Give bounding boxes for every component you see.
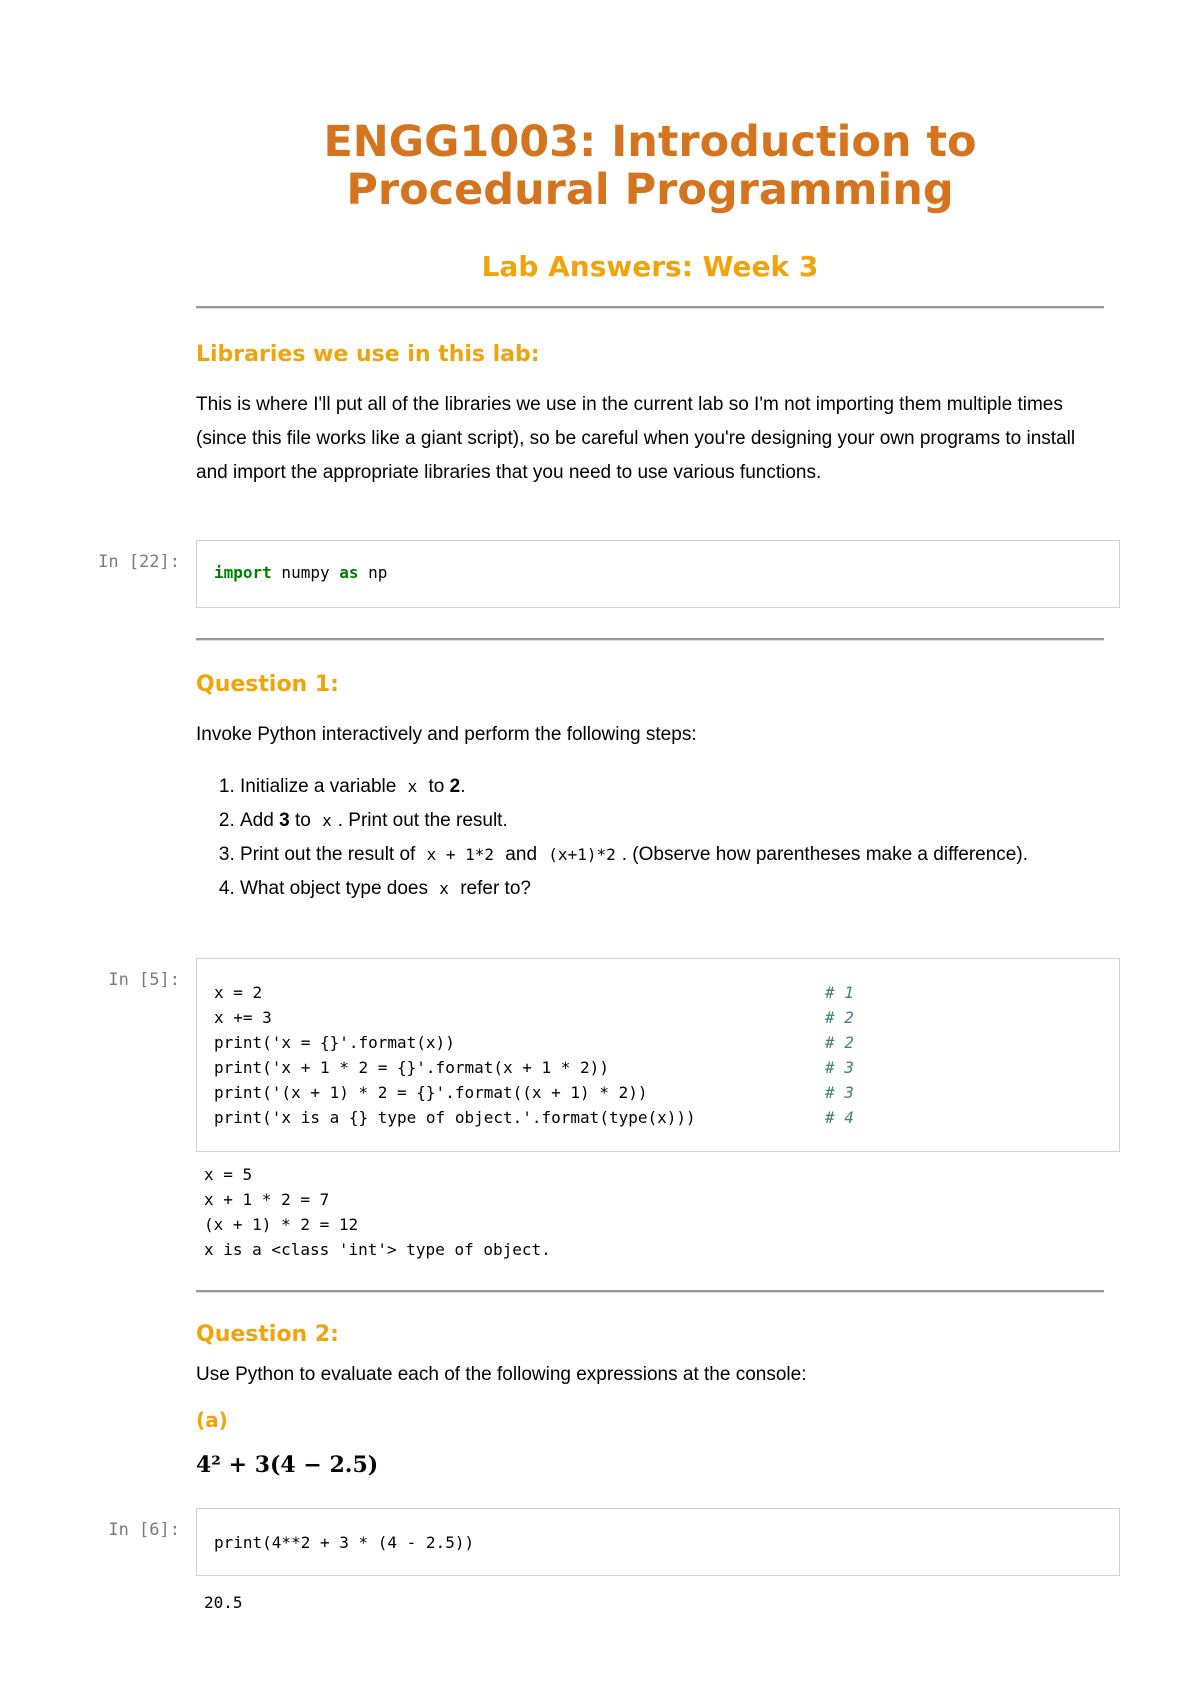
code-comment: # 2 (825, 1033, 854, 1052)
cell-prompt: In [6]: (108, 1520, 180, 1540)
code-comment: # 2 (825, 1008, 854, 1027)
code-comment: # 4 (825, 1108, 854, 1127)
question-1-steps (196, 770, 1120, 906)
page-subtitle: Lab Answers: Week 3 (481, 250, 819, 283)
code-token: numpy (271, 563, 340, 582)
code-line: print('x is a {} type of object.'.format(type(x))) (214, 1108, 696, 1127)
question-2-heading: Question 2: (196, 1322, 339, 1347)
divider (196, 1290, 1104, 1292)
code-token: import (214, 563, 272, 582)
divider (196, 306, 1104, 308)
code-line: print('x = {}'.format(x)) (214, 1033, 455, 1052)
code-line: print('x + 1 * 2 = {}'.format(x + 1 * 2)) (214, 1058, 609, 1077)
code-comment: # 3 (825, 1058, 854, 1077)
code-line: x += 3 (214, 1008, 272, 1027)
list-item: 3. Print out the result of x + 1*2 and (x+1)*2 . (Observe how parentheses make a difference). (240, 838, 1120, 872)
divider (196, 638, 1104, 640)
list-item: 4. What object type does x refer to? (240, 872, 1120, 906)
cell-prompt: In [22]: (98, 552, 180, 572)
code-token: np (358, 563, 388, 582)
libraries-text: This is where I'll put all of the libraries we use in the current lab so I'm not importing them multiple times (since this file works like a giant script), so be careful when you're designing your own programs to install and import the appropriate libraries that you need to use various functions. (196, 394, 1076, 483)
code-comment: # 3 (825, 1083, 854, 1102)
code-token: as (339, 563, 359, 582)
list-item: 1. Initialize a variable x to 2. (240, 770, 1120, 804)
list-item: 2. Add 3 to x . Print out the result. (240, 804, 1120, 838)
output-question-2: 20.5 (204, 1593, 243, 1612)
page-title: ENGG1003: Introduction to Procedural Programming (323, 117, 977, 215)
code-question-2[interactable]: print(4**2 + 3 * (4 - 2.5)) (214, 1533, 475, 1552)
question-1-heading: Question 1: (196, 672, 339, 697)
code-line: print('(x + 1) * 2 = {}'.format((x + 1) * 2)) (214, 1083, 648, 1102)
output-line: (x + 1) * 2 = 12 (204, 1215, 359, 1234)
question-1-intro: Invoke Python interactively and perform the following steps: (196, 724, 697, 745)
libraries-heading: Libraries we use in this lab: (196, 342, 540, 367)
code-imports[interactable] (214, 560, 387, 585)
output-line: x = 5 (204, 1165, 253, 1184)
code-line: x = 2 (214, 983, 263, 1002)
question-2-intro: Use Python to evaluate each of the following expressions at the console: (196, 1364, 807, 1385)
part-a-label: (a) (196, 1408, 228, 1432)
code-comment: # 1 (825, 983, 854, 1002)
cell-prompt: In [5]: (108, 970, 180, 990)
output-line: x is a <class 'int'> type of object. (204, 1240, 551, 1259)
math-expression: 4² + 3(4 − 2.5) (196, 1452, 379, 1478)
output-line: x + 1 * 2 = 7 (204, 1190, 330, 1209)
